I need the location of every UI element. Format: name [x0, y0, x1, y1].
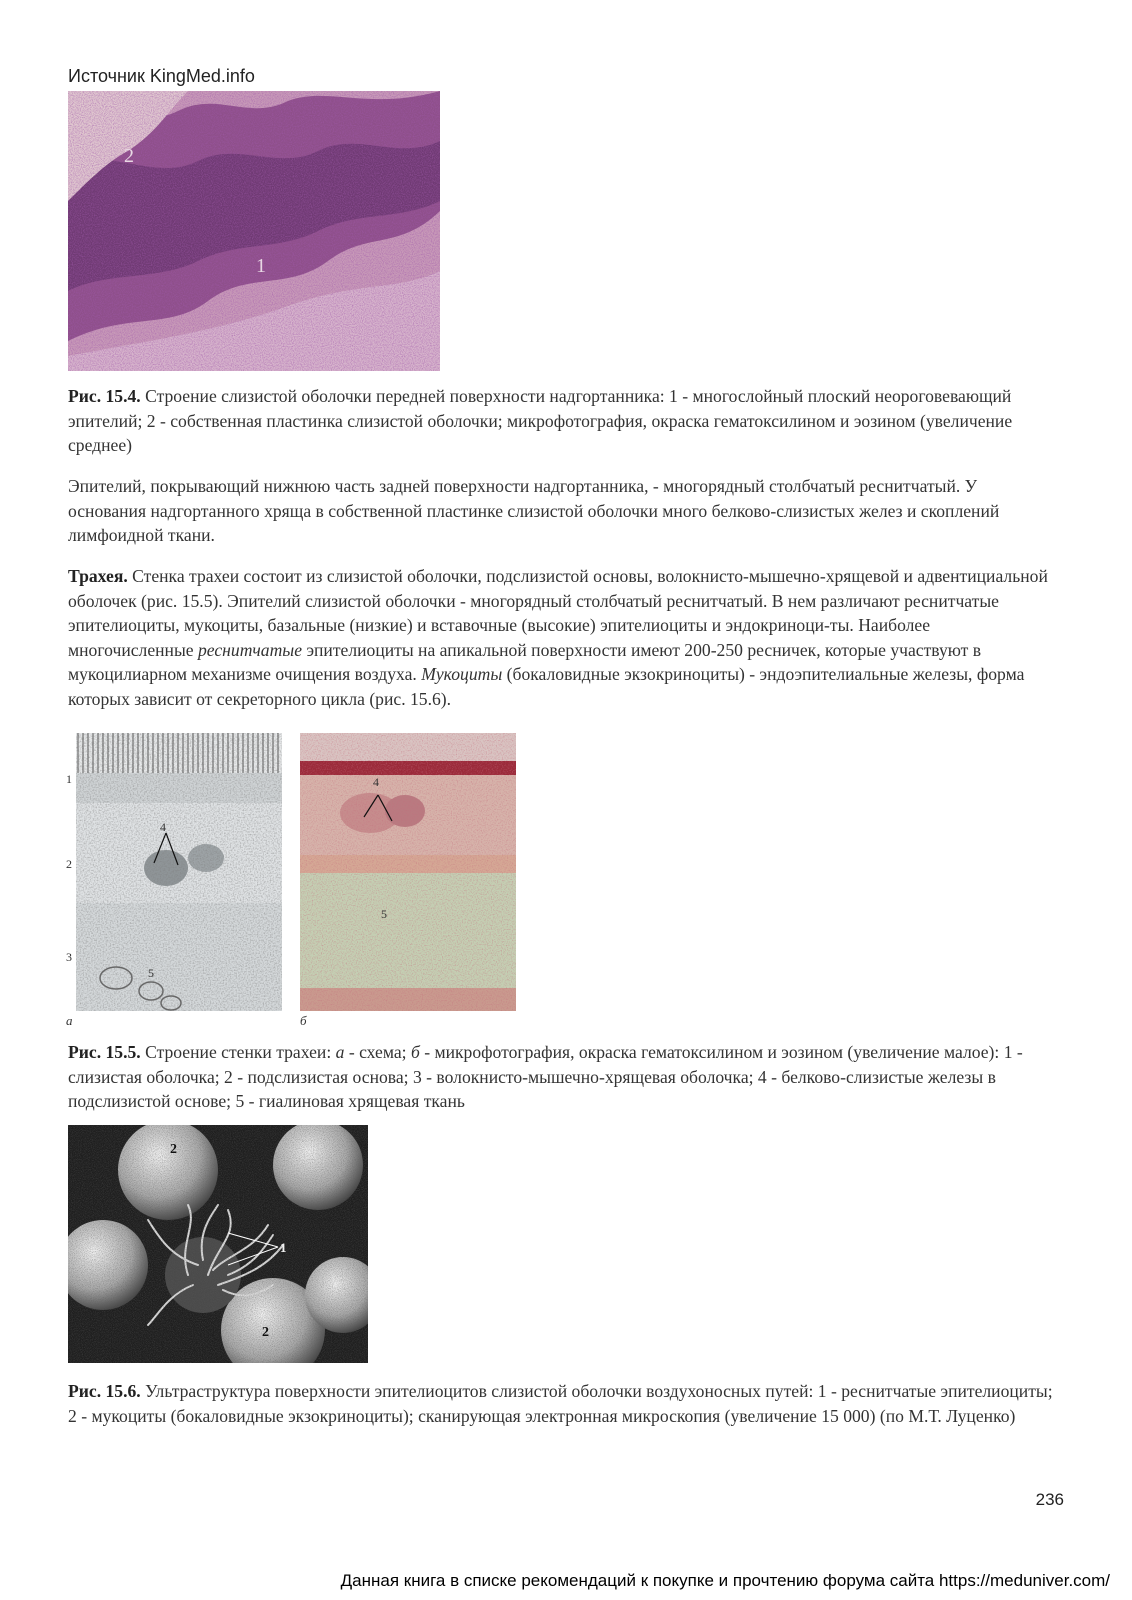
figure-15-4-micrograph	[68, 91, 440, 371]
fig-15-5a-marker-1: 1	[66, 772, 72, 786]
trachea-italic-mucocytes: Мукоциты	[421, 664, 503, 684]
fig-15-6-marker-1: 1	[280, 1240, 287, 1255]
fig-15-6-caption-label: Рис. 15.6.	[68, 1381, 141, 1401]
fig-15-5-caption-italic-a: а	[335, 1042, 345, 1062]
fig-15-6-marker-2-bottom: 2	[262, 1325, 269, 1340]
fig-15-5b-marker-5: 5	[381, 907, 387, 921]
fig-15-4-caption-label: Рис. 15.4.	[68, 386, 141, 406]
fig-15-4-caption	[68, 384, 1058, 458]
paragraph-trachea	[68, 564, 1058, 711]
fig-15-6-caption-text: Ультраструктура поверхности эпителиоцитов слизистой оболочки воздухоносных путей: 1 - реснитчатые эпителиоциты; 2 - мукоциты (бокаловидные экзокриноциты); сканирующая электронная микроскопия (увеличение 15 000) (по М.Т. Луценко)	[68, 1381, 1053, 1426]
paragraph-epithelium: Эпителий, покрывающий нижнюю часть задней поверхности надгортанника, - многорядный столбчатый реснитчатый. У основания надгортанного хряща в собственной пластинке слизистой оболочки много белково-слизистых желез и скоплений лимфоидной ткани.	[68, 476, 1000, 545]
fig-15-5-caption-part: Строение стенки трахеи:	[140, 1042, 336, 1062]
fig-15-4-marker-2: 2	[124, 145, 134, 167]
fig-15-5b-marker-4: 4	[373, 775, 379, 789]
fig-15-5-caption-part: - схема;	[344, 1042, 411, 1062]
fig-15-6-marker-2-top: 2	[170, 1142, 177, 1157]
fig-15-5b-panel-label: б	[300, 1013, 307, 1028]
fig-15-5-caption-italic-b: б	[410, 1042, 420, 1062]
trachea-text-2: эпителиоциты на апикальной поверхности имеют 200-250 ресничек, которые участвуют в мукоцилиарном механизме очищения воздуха.	[68, 639, 982, 684]
fig-15-4-marker-1: 1	[256, 255, 266, 277]
page-number: 236	[1035, 1490, 1064, 1509]
fig-15-5a-marker-2: 2	[66, 857, 72, 871]
trachea-text-3: (бокаловидные экзокриноциты) - эндоэпителиальные железы, форма которых зависит от секреторного цикла (рис. 15.6).	[68, 664, 1025, 709]
fig-15-4-caption-text: Строение слизистой оболочки передней поверхности надгортанника: 1 - многослойный плоский неороговевающий эпителий; 2 - собственная пластинка слизистой оболочки; микрофотография, окраска гематоксилином и эозином (увеличение среднее)	[68, 386, 1013, 455]
trachea-text-1: Стенка трахеи состоит из слизистой оболочки, подслизистой основы, волокнисто-мышечно-хрящевой и адвентициальной оболочек (рис. 15.5). Эпителий слизистой оболочки - многорядный столбчатый реснитчатый. В нем различают реснитчатые эпителиоциты, мукоциты, базальные (низкие) и вставочные (высокие) эпителиоциты и эндокриноци-ты. Наиболее многочисленные	[68, 566, 1048, 660]
fig-15-5a-marker-5: 5	[148, 966, 154, 980]
fig-15-5-caption-part: - микрофотография, окраска гематоксилином и эозином (увеличение малое): 1 - слизистая оболочка; 2 - подслизистая основа; 3 - волокнисто-мышечно-хрящевая оболочка; 4 - белково-слизистые железы в подслизистой основе; 5 - гиалиновая хрящевая ткань	[68, 1042, 1023, 1111]
fig-15-6-caption	[68, 1379, 1058, 1428]
figure-15-6-sem	[68, 1125, 368, 1363]
figure-15-5b-micrograph	[300, 733, 516, 1011]
source-header: Источник KingMed.info	[68, 66, 255, 86]
trachea-heading: Трахея.	[68, 566, 128, 586]
footer-recommendation: Данная книга в списке рекомендаций к покупке и прочтению форума сайта https://meduniver.com/	[340, 1571, 1110, 1590]
fig-15-5-caption	[68, 1040, 1058, 1114]
fig-15-5a-panel-label: а	[66, 1013, 73, 1028]
trachea-italic-ciliated: реснитчатые	[198, 639, 303, 660]
fig-15-5a-marker-3: 3	[66, 950, 72, 964]
fig-15-5a-marker-4: 4	[160, 820, 166, 834]
fig-15-5-caption-label: Рис. 15.5.	[68, 1042, 141, 1062]
figure-15-5a-schema	[76, 733, 282, 1011]
